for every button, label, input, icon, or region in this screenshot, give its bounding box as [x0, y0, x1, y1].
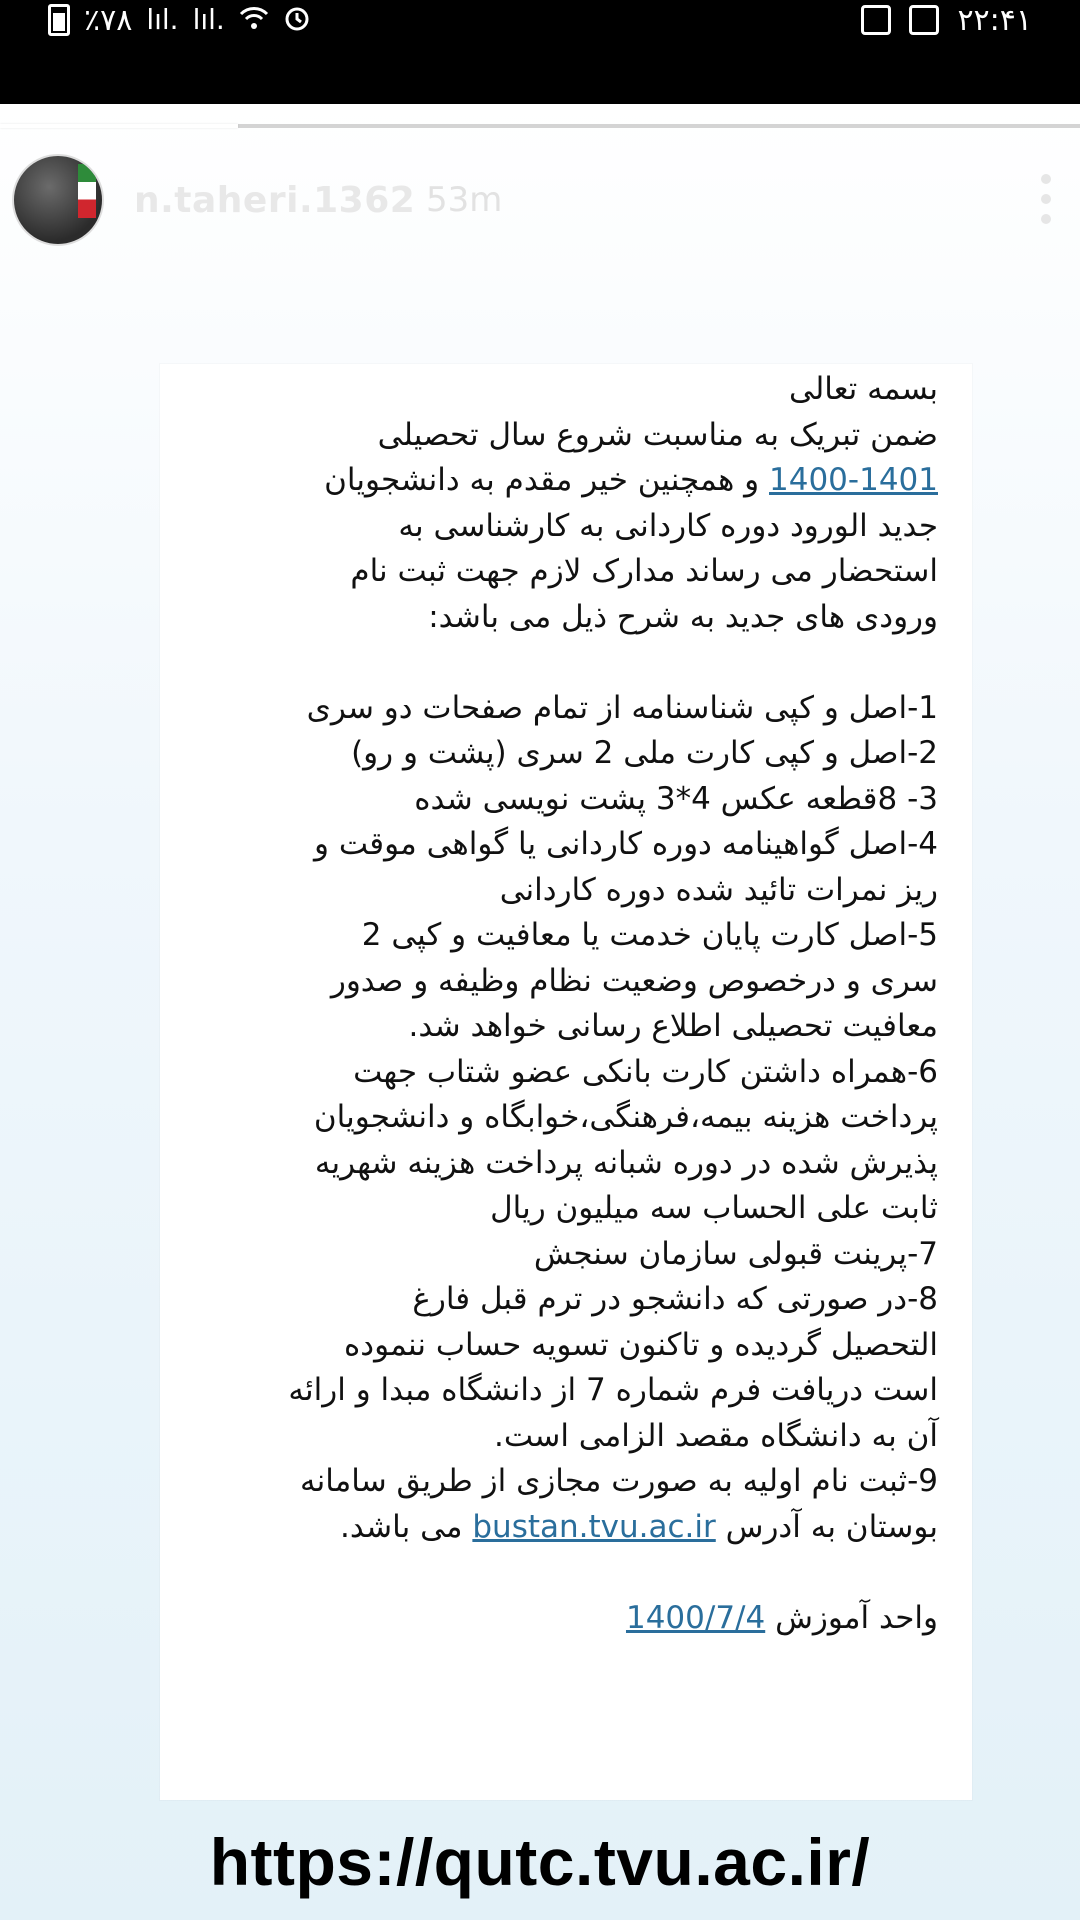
link[interactable]: 1400/7/4	[625, 1599, 766, 1636]
text-line: ثابت علی الحساب سه میلیون ریال	[490, 1190, 938, 1226]
text-line: 8-در صورتی که دانشجو در ترم قبل فارغ	[412, 1281, 938, 1317]
text-segment: واحد آموزش	[765, 1599, 938, 1636]
signal-icon: lıl.	[146, 3, 179, 36]
text-line: 9-ثبت نام اولیه به صورت مجازی از طریق سامانه	[299, 1463, 938, 1499]
signal-icon: lıl.	[192, 3, 225, 36]
text-line	[172, 1505, 938, 1551]
username[interactable]: n.taheri.1362	[134, 180, 416, 221]
blank-line	[172, 640, 938, 686]
avatar[interactable]	[12, 154, 104, 246]
flag-icon	[78, 164, 96, 218]
status-left	[48, 0, 311, 40]
text-line: التحصیل گردیده و تاکنون تسویه حساب ننموده	[344, 1326, 938, 1363]
text-line: 3- 8قطعه عکس 4*3 پشت نویسی شده	[414, 780, 938, 817]
text-line: است دریافت فرم شماره 7 از دانشگاه مبدا و ارائه	[288, 1372, 938, 1408]
text-line: بسمه تعالی	[789, 371, 938, 407]
text-line: 1-اصل و کپی شناسنامه از تمام صفحات دو سری	[306, 689, 938, 726]
text-line: پرداخت هزینه بیمه،فرهنگی،خوابگاه و دانشجویان	[313, 1099, 938, 1135]
text-segment: بوستان به آدرس	[715, 1508, 938, 1545]
link[interactable]: 1400-1401	[769, 462, 938, 498]
text-line: آن به دانشگاه مقصد الزامی است.	[494, 1417, 938, 1454]
wifi-icon	[239, 5, 269, 36]
status-time: ۲۲:۴۱	[957, 2, 1032, 38]
text-line: ریز نمرات تائید شده دوره کاردانی	[499, 871, 938, 908]
text-line	[172, 458, 938, 504]
more-options-icon[interactable]	[1036, 174, 1056, 224]
text-segment: و همچنین خیر مقدم به دانشجویان	[324, 462, 770, 498]
text-line: 7-پرینت قبولی سازمان سنجش	[533, 1235, 938, 1272]
link[interactable]: bustan.tvu.ac.ir	[472, 1508, 716, 1545]
story-progress-fill	[0, 124, 238, 128]
text-segment: می باشد.	[340, 1508, 473, 1545]
status-bar	[0, 0, 1080, 104]
text-line: ضمن تبریک به مناسبت شروع سال تحصیلی	[377, 416, 938, 453]
text-line: پذیرش شده در دوره شبانه پرداخت هزینه شهریه	[314, 1144, 938, 1181]
text-line: 6-همراه داشتن کارت بانکی عضو شتاب جهت	[353, 1053, 938, 1090]
text-line	[172, 1596, 938, 1642]
clock-icon	[861, 5, 891, 35]
text-line: 4-اصل گواهینامه دوره کاردانی یا گواهی موقت و	[314, 826, 938, 862]
announcement-text	[172, 367, 938, 1641]
status-right	[861, 0, 1032, 40]
story-header	[12, 154, 1068, 254]
story-view[interactable]	[0, 104, 1080, 1920]
text-line: ورودی های جدید به شرح ذیل می باشد:	[428, 598, 938, 635]
blank-line	[172, 1550, 938, 1596]
text-line: استحضار می رساند مدارک لازم جهت ثبت نام	[350, 553, 938, 589]
battery-text: ٪۷۸	[84, 2, 133, 38]
time-ago: 53m	[426, 180, 503, 220]
text-line: 5-اصل کارت پایان خدمت یا معافیت و کپی 2	[361, 917, 938, 953]
image-icon	[909, 5, 939, 35]
text-line: معافیت تحصیلی اطلاع رسانی خواهد شد.	[408, 1008, 938, 1044]
alarm-icon	[283, 4, 311, 37]
text-line: جدید الورود دوره کاردانی به کارشناسی به	[398, 507, 938, 544]
text-line: 2-اصل و کپی کارت ملی 2 سری (پشت و رو)	[351, 735, 938, 771]
battery-icon	[48, 4, 70, 36]
story-progress-bar	[0, 124, 1080, 128]
text-line: سری و درخصوص وضعیت نظام وظیفه و صدور	[330, 962, 938, 999]
footer-url: https://qutc.tvu.ac.ir/	[209, 1825, 871, 1899]
